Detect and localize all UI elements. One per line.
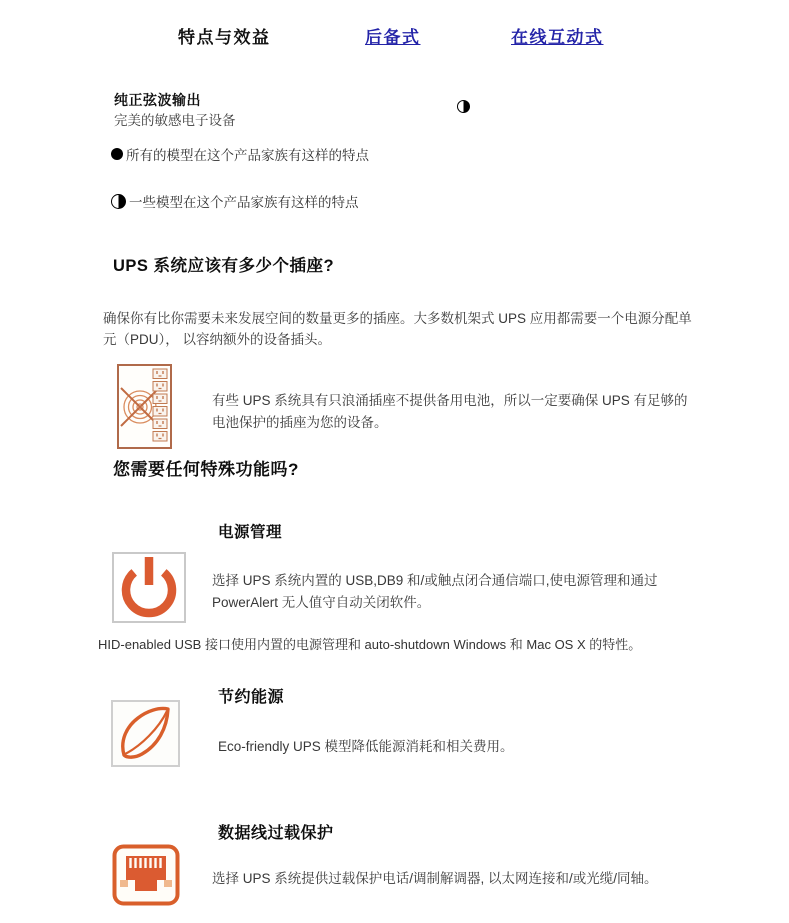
feature-eco-title: 节约能源 <box>218 689 285 706</box>
nav-link-standby[interactable]: 后备式 <box>365 28 421 47</box>
page-title: 特点与效益 <box>178 28 271 47</box>
legend-some-models <box>111 191 359 211</box>
half-circle-icon <box>457 100 470 113</box>
feature-eco-text: Eco-friendly UPS 模型降低能源消耗和相关费用。 <box>218 739 514 754</box>
legend-some-models-label: 一些模型在这个产品家族有这样的特点 <box>129 195 359 210</box>
nav-link-line-interactive[interactable]: 在线互动式 <box>511 28 604 47</box>
feature-power-text: 选择 UPS 系统内置的 USB,DB9 和/或触点闭合通信端口,使电源管理和通过 PowerAlert 无人值守自动关闭软件。 <box>212 573 658 610</box>
legend-all-models <box>111 144 369 164</box>
heading-special-features: 您需要任何特殊功能吗? <box>113 460 299 479</box>
ups-outlet-panel-icon <box>117 364 172 449</box>
hid-usb-note: HID-enabled USB 接口使用内置的电源管理和 auto-shutdown Windows 和 Mac OS X 的特性。 <box>98 637 642 652</box>
rj45-jack-icon <box>112 844 180 906</box>
half-circle-icon <box>111 194 126 209</box>
feature-dataline-title: 数据线过载保护 <box>218 825 334 842</box>
heading-outlet-count: UPS 系统应该有多少个插座? <box>113 257 335 275</box>
eco-leaf-icon <box>111 700 180 767</box>
feature-subtitle: 完美的敏感电子设备 <box>114 113 236 128</box>
outlets-note: 有些 UPS 系统具有只浪涌插座不提供备用电池，所以一定要确保 UPS 有足够的电池保护的插座为您的设备。 <box>212 393 688 430</box>
outlets-paragraph: 确保你有比你需要未来发展空间的数量更多的插座。大多数机架式 UPS 应用都需要一个电源分配单元（PDU）， 以容纳额外的设备插头。 <box>103 311 692 347</box>
feature-title: 纯正弦波输出 <box>114 92 201 108</box>
filled-circle-icon <box>111 148 123 160</box>
feature-power-title: 电源管理 <box>218 524 283 541</box>
legend-all-models-label: 所有的模型在这个产品家族有这样的特点 <box>126 148 369 163</box>
power-symbol-icon <box>112 552 186 623</box>
feature-dataline-text: 选择 UPS 系统提供过载保护电话/调制解调器, 以太网连接和/或光缆/同轴。 <box>212 871 658 886</box>
